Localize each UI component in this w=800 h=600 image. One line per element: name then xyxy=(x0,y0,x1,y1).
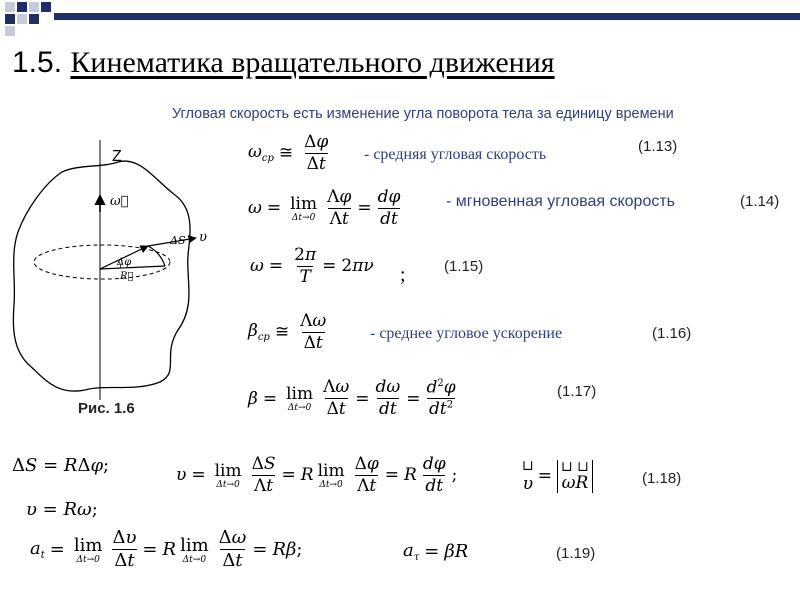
equation-ds-r-dphi: ΔS = RΔφ; xyxy=(12,455,110,476)
equation-1-16-description: - среднее угловое ускорение xyxy=(370,325,563,342)
equation-1-16-number: (1.16) xyxy=(652,325,692,342)
figure-omega-label: ω⃗ xyxy=(110,194,129,209)
figure-ds-label: ΔS xyxy=(170,234,186,247)
figure-v-label: υ xyxy=(199,230,207,245)
deco-square xyxy=(17,14,27,24)
arc-ds xyxy=(148,246,165,266)
page-title xyxy=(12,46,555,80)
deco-square xyxy=(5,14,15,24)
equation-1-18-number: (1.18) xyxy=(642,470,682,487)
figure-dphi-label: Δφ xyxy=(117,257,132,268)
equation-1-14: ω = lim Δt→0 $\frac{\Lambda\varphi}{\Lambda t}$ = $\frac{d\varphi}{dt}$ xyxy=(248,187,401,229)
equation-1-13-description: - средняя угловая скорость xyxy=(364,146,547,163)
deco-square xyxy=(29,2,39,12)
section-number: 1.5. xyxy=(12,46,63,79)
equation-1-19-number: (1.19) xyxy=(556,545,596,562)
header-bar xyxy=(54,13,800,20)
equation-1-15-semicolon: ; xyxy=(400,264,406,286)
equation-1-17: β = lim Δt→0 $\frac{\Lambda\omega}{\Delta t}$ = $\frac{d\omega}{dt}$ = $\frac{d^2\varphi}{dt^2}$ xyxy=(248,377,456,420)
equation-1-16: $\beta_{cp}$ ≅ $\frac{\Lambda\omega}{\Delta t}$ xyxy=(248,311,327,353)
figure-axis-label: Z xyxy=(112,148,122,165)
deco-square xyxy=(17,2,27,12)
subtitle: Угловая скорость есть изменение угла поворота тела за единицу времени xyxy=(172,106,674,122)
rotation-figure xyxy=(0,140,220,400)
equation-1-18: υ = lim Δt→0 $\frac{\Delta S}{\Lambda t}$ = R lim Δt→0 $\frac{\Delta\varphi}{\Lambda t}$ = R $\frac{d\varphi}{dt}$ ; xyxy=(176,454,458,496)
figure-r-label: R⃗ xyxy=(120,271,134,282)
section-title: Кинематика вращательного движения xyxy=(70,46,555,79)
orbit-ellipse xyxy=(34,245,170,279)
equation-1-15: ω = $\frac{2\pi}{T}$ = 2πν xyxy=(250,245,374,287)
deco-square xyxy=(5,26,15,36)
equation-1-17-number: (1.17) xyxy=(557,383,597,400)
body-outline xyxy=(13,161,190,391)
equation-1-13-number: (1.13) xyxy=(638,138,678,155)
radius-vector-2 xyxy=(100,266,165,269)
equation-1-13: $\omega_{cp}$ ≅ $\frac{\Delta\varphi}{\Delta t}$ xyxy=(248,132,329,174)
deco-square xyxy=(41,2,51,12)
equation-1-19: $a_t$ = lim Δt→0 $\frac{\Delta\upsilon}{\Delta t}$ = R lim Δt→0 $\frac{\Delta\omega}{\Delta t}$ = Rβ; xyxy=(30,527,303,571)
deco-square xyxy=(5,2,15,12)
equation-1-15-number: (1.15) xyxy=(444,258,484,275)
equation-a-tau: $a_\tau$ = βR xyxy=(403,540,469,563)
equation-v-r-omega: υ = Rω; xyxy=(26,499,98,520)
figure-caption: Рис. 1.6 xyxy=(78,400,135,417)
deco-square xyxy=(29,14,39,24)
equation-1-14-number: (1.14) xyxy=(740,193,780,210)
equation-vector-v: ⊔ υ = ⊔ ⊔ ωR xyxy=(516,458,593,494)
equation-1-14-description: - мгновенная угловая скорость xyxy=(446,193,676,210)
